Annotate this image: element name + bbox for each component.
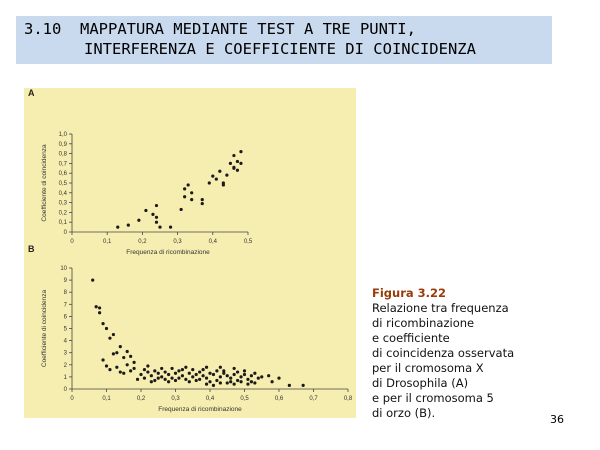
data-point — [201, 198, 204, 201]
y-tick-label: 0,5 — [58, 181, 67, 187]
caption-line: di orzo (B). — [372, 406, 436, 420]
panel-label: B — [28, 244, 35, 254]
data-point — [190, 191, 193, 194]
data-point — [177, 369, 180, 372]
data-point — [122, 356, 125, 359]
data-point — [137, 219, 140, 222]
x-tick-label: 0,3 — [173, 239, 182, 245]
chart-b — [28, 244, 353, 413]
data-point — [236, 379, 239, 382]
slide-title-line-2: INTERFERENZA E COEFFICIENTE DI COINCIDENZA — [84, 40, 476, 58]
data-point — [239, 162, 242, 165]
data-point — [236, 370, 239, 373]
data-point — [150, 374, 153, 377]
data-point — [191, 368, 194, 371]
caption-line: di ricombinazione — [372, 316, 475, 330]
data-point — [150, 380, 153, 383]
data-point — [233, 383, 236, 386]
y-axis-label: Coefficiente di coincidenza — [41, 289, 48, 368]
data-point — [174, 372, 177, 375]
data-point — [108, 368, 111, 371]
data-point — [288, 384, 291, 387]
data-point — [184, 366, 187, 369]
data-point — [170, 377, 173, 380]
y-tick-label: 3 — [63, 350, 67, 357]
data-point — [108, 337, 111, 340]
data-point — [105, 327, 108, 330]
x-axis-label: Frequenza di ricombinazione — [158, 406, 242, 413]
data-point — [144, 209, 147, 212]
data-point — [155, 204, 158, 207]
data-point — [155, 216, 158, 219]
caption-line: e per il cromosoma 5 — [372, 391, 494, 405]
y-tick-label: 0 — [63, 387, 67, 393]
data-point — [122, 372, 125, 375]
data-point — [250, 380, 253, 383]
data-point — [219, 366, 222, 369]
data-point — [188, 372, 191, 375]
data-point — [229, 162, 232, 165]
data-point — [202, 368, 205, 371]
x-tick-label: 0,2 — [136, 396, 146, 402]
data-point — [208, 380, 211, 383]
data-point — [164, 378, 167, 381]
data-point — [226, 374, 229, 377]
data-point — [195, 373, 198, 376]
y-tick-label: 7 — [63, 302, 67, 309]
data-point — [151, 213, 154, 216]
caption-line: per il cromosoma X — [372, 361, 484, 375]
data-point — [183, 187, 186, 190]
data-point — [160, 367, 163, 370]
data-point — [115, 351, 118, 354]
data-point — [181, 368, 184, 371]
data-point — [112, 333, 115, 336]
x-tick-label: 0,8 — [343, 396, 353, 402]
data-point — [129, 369, 132, 372]
data-point — [191, 375, 194, 378]
y-tick-label: 0,7 — [58, 161, 67, 168]
data-point — [153, 369, 156, 372]
data-point — [243, 369, 246, 372]
data-point — [205, 366, 208, 369]
y-tick-label: 0,2 — [58, 210, 67, 217]
data-point — [215, 379, 218, 382]
data-point — [222, 369, 225, 372]
y-axis-label: Coefficiente di coincidenza — [41, 144, 48, 222]
slide-title-line-1: 3.10 MAPPATURA MEDIANTE TEST A TRE PUNTI, — [24, 20, 416, 38]
data-point — [225, 174, 228, 177]
data-point — [215, 369, 218, 372]
data-point — [167, 380, 170, 383]
data-point — [212, 384, 215, 387]
y-tick-label: 0,1 — [58, 220, 67, 227]
x-tick-label: 0,5 — [240, 396, 249, 402]
y-tick-label: 6 — [63, 314, 67, 321]
y-tick-label: 0,3 — [58, 200, 67, 207]
caption-line: Relazione tra frequenza — [372, 301, 509, 315]
y-tick-label: 5 — [63, 326, 67, 333]
x-tick-label: 0,6 — [274, 396, 284, 402]
data-point — [98, 306, 101, 309]
data-point — [239, 380, 242, 383]
y-tick-label: 0,6 — [58, 171, 67, 178]
data-point — [180, 208, 183, 211]
data-point — [174, 379, 177, 382]
chart-a — [28, 88, 253, 256]
data-point — [208, 181, 211, 184]
data-point — [250, 374, 253, 377]
data-point — [133, 361, 136, 364]
figure-caption — [372, 286, 542, 421]
data-point — [158, 226, 161, 229]
data-point — [146, 364, 149, 367]
data-point — [105, 364, 108, 367]
data-point — [133, 367, 136, 370]
data-point — [229, 377, 232, 380]
data-point — [126, 350, 129, 353]
y-tick-label: 10 — [60, 266, 67, 272]
caption-line: di Drosophila (A) — [372, 376, 469, 390]
x-tick-label: 0 — [70, 239, 74, 245]
data-point — [136, 378, 139, 381]
data-point — [143, 368, 146, 371]
data-point — [190, 198, 193, 201]
data-point — [222, 183, 225, 186]
caption-line: e coefficiente — [372, 331, 450, 345]
page-number: 36 — [550, 413, 564, 426]
data-point — [257, 377, 260, 380]
y-tick-label: 9 — [63, 278, 67, 285]
data-point — [219, 375, 222, 378]
data-point — [229, 380, 232, 383]
data-point — [160, 375, 163, 378]
y-tick-label: 4 — [63, 338, 67, 345]
data-point — [91, 279, 94, 282]
data-point — [183, 195, 186, 198]
data-point — [271, 380, 274, 383]
data-point — [126, 363, 129, 366]
data-point — [267, 374, 270, 377]
data-point — [187, 183, 190, 186]
data-point — [219, 381, 222, 384]
data-point — [119, 370, 122, 373]
x-tick-label: 0,7 — [309, 396, 318, 402]
x-tick-label: 0,3 — [171, 396, 180, 402]
data-point — [246, 383, 249, 386]
data-point — [116, 226, 119, 229]
data-point — [157, 377, 160, 380]
data-point — [155, 221, 158, 224]
data-point — [205, 377, 208, 380]
data-point — [277, 377, 280, 380]
data-point — [188, 380, 191, 383]
x-tick-label: 0,4 — [205, 396, 215, 402]
data-point — [95, 305, 98, 308]
data-point — [119, 345, 122, 348]
data-point — [181, 374, 184, 377]
data-point — [233, 367, 236, 370]
data-point — [198, 370, 201, 373]
x-tick-label: 0,5 — [243, 239, 253, 245]
data-point — [157, 372, 160, 375]
panel-label: A — [28, 88, 35, 98]
data-point — [170, 367, 173, 370]
data-point — [112, 352, 115, 355]
figure-charts — [24, 88, 356, 418]
data-point — [202, 374, 205, 377]
x-tick-label: 0,4 — [208, 239, 217, 245]
data-point — [260, 375, 263, 378]
y-tick-label: 0,9 — [58, 141, 67, 148]
data-point — [164, 370, 167, 373]
data-point — [239, 375, 242, 378]
x-tick-label: 0,2 — [138, 239, 147, 245]
data-point — [232, 166, 235, 169]
y-tick-label: 0,4 — [58, 190, 67, 197]
y-tick-label: 0 — [63, 230, 67, 236]
data-point — [226, 381, 229, 384]
data-point — [253, 372, 256, 375]
x-axis-label: Frequenza di ricombinazione — [126, 249, 210, 256]
data-point — [201, 202, 204, 205]
data-point — [302, 384, 305, 387]
data-point — [101, 322, 104, 325]
data-point — [167, 373, 170, 376]
x-tick-label: 0 — [70, 396, 74, 402]
data-point — [232, 154, 235, 157]
data-point — [205, 383, 208, 386]
data-point — [195, 379, 198, 382]
data-point — [139, 373, 142, 376]
caption-title: Figura 3.22 — [372, 286, 447, 300]
data-point — [146, 370, 149, 373]
data-point — [98, 311, 101, 314]
data-point — [246, 378, 249, 381]
data-point — [236, 160, 239, 163]
y-tick-label: 1 — [63, 374, 67, 381]
data-point — [208, 372, 211, 375]
data-point — [153, 379, 156, 382]
data-point — [169, 226, 172, 229]
data-point — [233, 373, 236, 376]
data-point — [127, 224, 130, 227]
x-tick-label: 0,1 — [103, 239, 112, 245]
y-tick-label: 8 — [63, 290, 67, 297]
x-tick-label: 0,1 — [102, 396, 111, 402]
data-point — [129, 355, 132, 358]
data-point — [101, 358, 104, 361]
data-point — [198, 378, 201, 381]
data-point — [177, 377, 180, 380]
caption-line: di coincidenza osservata — [372, 346, 515, 360]
data-point — [115, 366, 118, 369]
data-point — [212, 373, 215, 376]
y-tick-label: 2 — [63, 362, 67, 369]
data-point — [236, 169, 239, 172]
data-point — [184, 378, 187, 381]
data-point — [218, 170, 221, 173]
data-point — [143, 377, 146, 380]
y-tick-label: 1,0 — [58, 132, 67, 138]
data-point — [211, 175, 214, 178]
data-point — [239, 150, 242, 153]
data-point — [253, 381, 256, 384]
y-tick-label: 0,8 — [58, 151, 67, 158]
data-point — [243, 373, 246, 376]
data-point — [215, 177, 218, 180]
